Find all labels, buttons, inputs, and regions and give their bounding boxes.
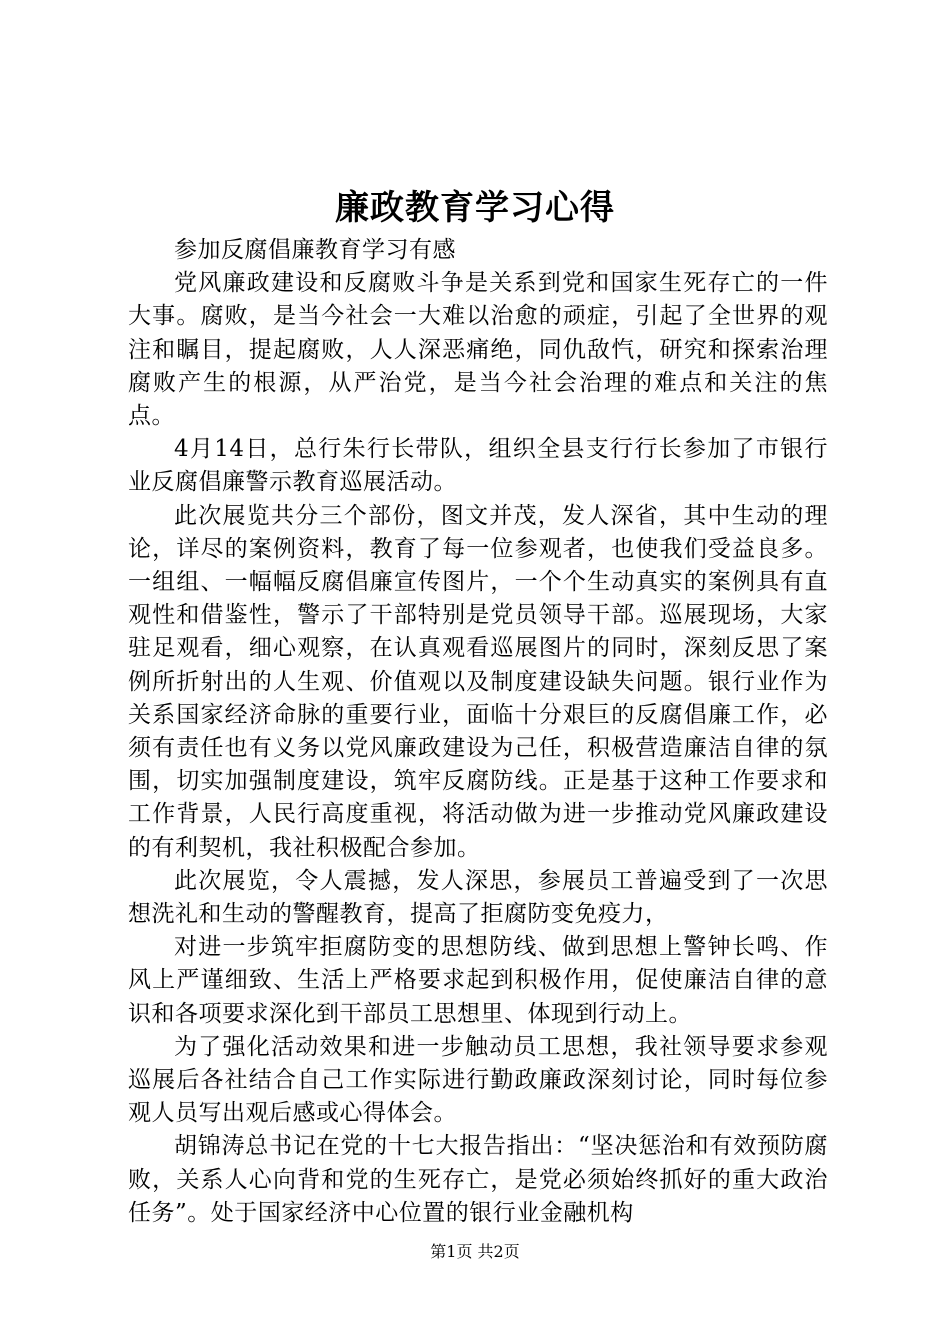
page-number-footer: 第1页 共2页	[430, 1242, 520, 1261]
paragraph: 4月14日，总行朱行长带队，组织全县支行行长参加了市银行业反腐倡廉警示教育巡展活动。	[128, 436, 828, 496]
document-body	[128, 234, 828, 1230]
paragraph: 为了强化活动效果和进一步触动员工思想，我社领导要求参观巡展后各社结合自己工作实际进行勤政廉政深刻讨论，同时每位参观人员写出观后感或心得体会。	[128, 1033, 828, 1127]
paragraph: 此次展览，令人震撼，发人深思，参展员工普遍受到了一次思想洗礼和生动的警醒教育，提高了拒腐防变免疫力，	[128, 867, 828, 928]
paragraph: 胡锦涛总书记在党的十七大报告指出：“坚决惩治和有效预防腐败，关系人心向背和党的生死存亡，是党必须始终抓好的重大政治任务”。处于国家经济中心位置的银行业金融机构	[128, 1133, 828, 1226]
paragraph-subtitle: 参加反腐倡廉教育学习有感	[174, 237, 456, 263]
paragraph: 党风廉政建设和反腐败斗争是关系到党和国家生死存亡的一件大事。腐败，是当今社会一大难以治愈的顽症，引起了全世界的观注和瞩目，提起腐败，人人深恶痛绝，同仇敌忾，研究和探索治理腐败产生的根源，从严治党，是当今社会治理的难点和关注的焦点。	[128, 270, 828, 430]
paragraph: 此次展览共分三个部份，图文并茂，发人深省，其中生动的理论，详尽的案例资料，教育了每一位参观者，也使我们受益良多。一组组、一幅幅反腐倡廉宣传图片，一个个生动真实的案例具有直观性和借鉴性，警示了干部特别是党员领导干部。巡展现场，大家驻足观看，细心观察，在认真观看巡展图片的同时，深刻反思了案例所折射出的人生观、价值观以及制度建设缺失问题。银行业作为关系国家经济命脉的重要行业，面临十分艰巨的反腐倡廉工作，必须有责任也有义务以党风廉政建设为己任，积极营造廉洁自律的氛围，切实加强制度建设，筑牢反腐防线。正是基于这种工作要求和工作背景，人民行高度重视，将活动做为进一步推动党风廉政建设的有利契机，我社积极配合参加。	[128, 502, 828, 861]
document-title: 廉政教育学习心得	[335, 188, 615, 228]
paragraph: 对进一步筑牢拒腐防变的思想防线、做到思想上警钟长鸣、作风上严谨细致、生活上严格要求起到积极作用，促使廉洁自律的意识和各项要求深化到干部员工思想里、体现到行动上。	[128, 934, 828, 1027]
